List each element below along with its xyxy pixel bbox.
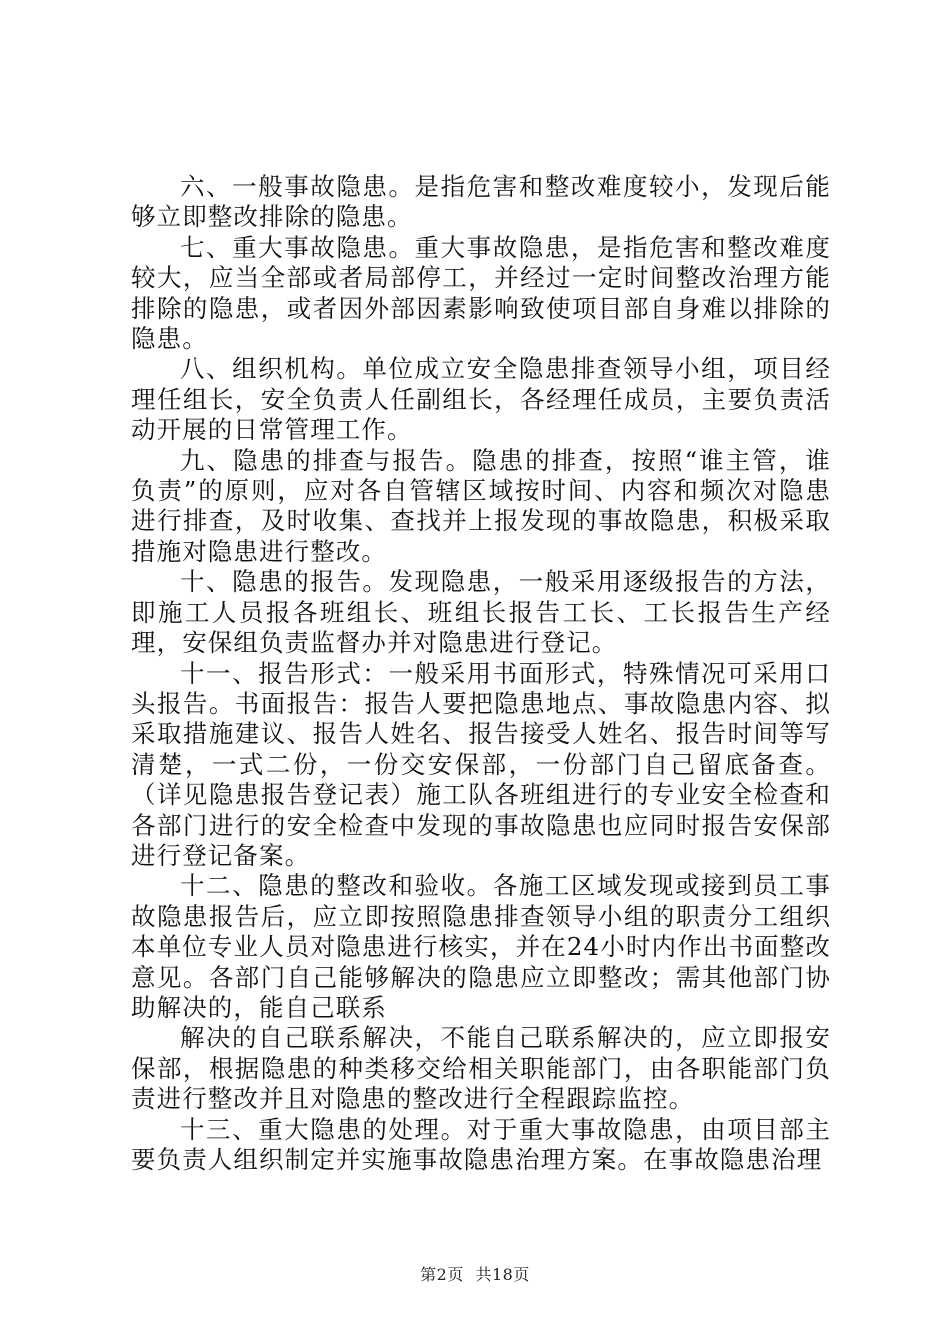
paragraph-8: 八、组织机构。单位成立安全隐患排查领导小组，项目经理任组长，安全负责人任副组长，各经理任成员，主要负责活动开展的日常管理工作。 <box>131 354 831 445</box>
paragraph-12: 十二、隐患的整改和验收。各施工区域发现或接到员工事故隐患报告后，应立即按照隐患排查领导小组的职责分工组织本单位专业人员对隐患进行核实，并在24小时内作出书面整改意见。各部门自己能够解决的隐患应立即整改；需其他部门协助解决的，能自己联系 <box>131 871 831 1022</box>
paragraph-6: 六、一般事故隐患。是指危害和整改难度较小，发现后能够立即整改排除的隐患。 <box>131 172 831 232</box>
document-body <box>131 172 831 1175</box>
total-pages: 共18页 <box>475 1265 530 1284</box>
page-footer <box>0 1262 950 1285</box>
paragraph-9: 九、隐患的排查与报告。隐患的排查，按照“谁主管，谁负责”的原则，应对各自管辖区域按时间、内容和频次对隐患进行排查，及时收集、查找并上报发现的事故隐患，积极采取措施对隐患进行整改。 <box>131 445 831 566</box>
paragraph-10: 十、隐患的报告。发现隐患，一般采用逐级报告的方法，即施工人员报各班组长、班组长报告工长、工长报告生产经理，安保组负责监督办并对隐患进行登记。 <box>131 567 831 658</box>
paragraph-11: 十一、报告形式：一般采用书面形式，特殊情况可采用口头报告。书面报告：报告人要把隐患地点、事故隐患内容、拟采取措施建议、报告人姓名、报告接受人姓名、报告时间等写清楚，一式二份，一份交安保部，一份部门自己留底备查。（详见隐患报告登记表）施工队各班组进行的专业安全检查和各部门进行的安全检查中发现的事故隐患也应同时报告安保部进行登记备案。 <box>131 658 831 870</box>
paragraph-12-continued: 解决的自己联系解决，不能自己联系解决的，应立即报安保部，根据隐患的种类移交给相关职能部门，由各职能部门负责进行整改并且对隐患的整改进行全程跟踪监控。 <box>131 1023 831 1114</box>
paragraph-13: 十三、重大隐患的处理。对于重大事故隐患，由项目部主要负责人组织制定并实施事故隐患治理方案。在事故隐患治理 <box>131 1114 831 1174</box>
page-number: 第2页 <box>420 1265 464 1284</box>
paragraph-7: 七、重大事故隐患。重大事故隐患，是指危害和整改难度较大，应当全部或者局部停工，并经过一定时间整改治理方能排除的隐患，或者因外部因素影响致使项目部自身难以排除的隐患。 <box>131 232 831 354</box>
